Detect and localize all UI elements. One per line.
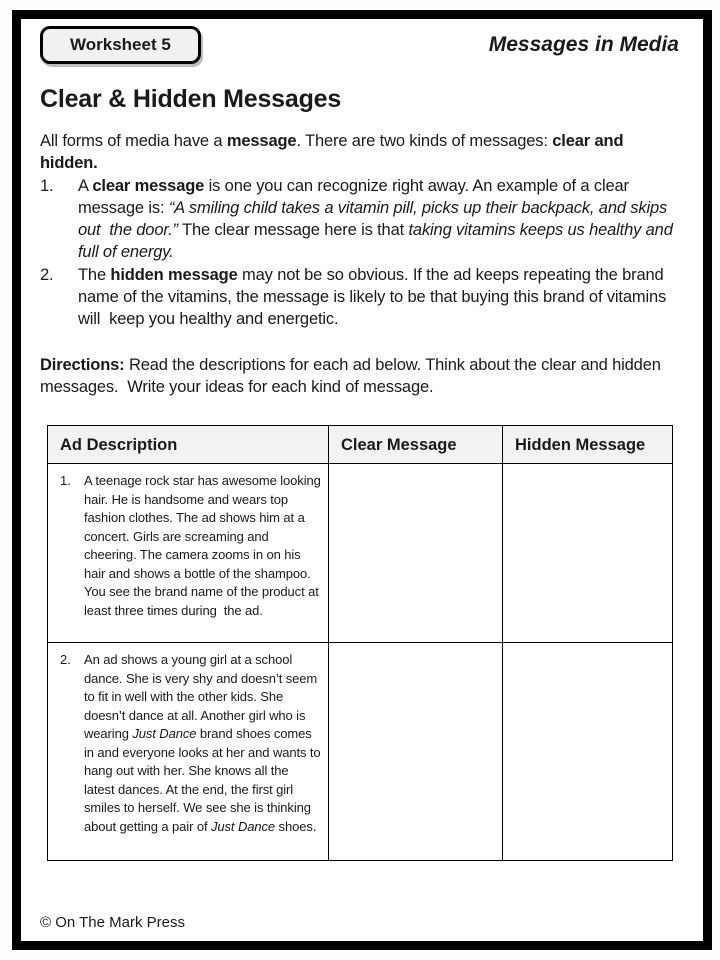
table-row — [48, 464, 673, 643]
ad-description-cell-2 — [48, 643, 329, 861]
worksheet-header — [40, 26, 681, 64]
row-number: 2. — [60, 652, 71, 668]
page-border-frame — [12, 10, 712, 950]
list-item-text: The hidden message may not be so obvious. If the ad keeps repeating the brand name of the vitamins, the message is likely to be that buying this brand of vitamins will keep you healthy and energetic. — [78, 265, 671, 329]
list-item-hidden-message — [40, 264, 681, 331]
column-header-ad-description: Ad Description — [48, 426, 329, 464]
message-types-list — [40, 175, 681, 331]
ad-description-cell-1 — [48, 464, 329, 643]
ad-description-text: An ad shows a young girl at a school dance. She is very shy and doesn’t seem to fit in well with the other kids. She doesn’t dance at all. Another girl who is wearing Just Dance brand shoes comes in and everyone looks at her and wants to hang out with her. She knows all the latest dances. At the end, the first girl smiles to herself. We see she is thinking about getting a pair of Just Dance shoes. — [84, 652, 325, 834]
column-header-clear-message: Clear Message — [329, 426, 503, 464]
row-number: 1. — [60, 473, 71, 489]
list-item-clear-message — [40, 175, 681, 264]
list-number: 1. — [40, 176, 54, 195]
worksheet-number-label: Worksheet 5 — [70, 35, 171, 54]
column-header-hidden-message: Hidden Message — [503, 426, 673, 464]
list-item-text: A clear message is one you can recognize right away. An example of a clear message is: “A smiling child takes a vitamin pill, picks up their backpack, and skips out the door.” The clear message here is that taking vitamins keeps us healthy and full of energy. — [78, 176, 678, 262]
series-title: Messages in Media — [488, 33, 679, 56]
worksheet-number-badge — [40, 26, 201, 64]
intro-paragraph: All forms of media have a message. There are two kinds of messages: clear and hidden. — [40, 132, 628, 173]
hidden-message-answer-cell-2 — [503, 643, 673, 861]
directions-paragraph: Directions: Read the descriptions for each ad below. Think about the clear and hidden messages. Write your ideas for each kind of message. — [40, 355, 666, 396]
copyright-notice: © On The Mark Press — [40, 914, 185, 931]
list-number: 2. — [40, 265, 54, 284]
clear-message-answer-cell-1 — [329, 464, 503, 643]
clear-message-answer-cell-2 — [329, 643, 503, 861]
hidden-message-answer-cell-1 — [503, 464, 673, 643]
table-header-row — [48, 426, 673, 464]
messages-table — [47, 425, 673, 861]
page-title: Clear & Hidden Messages — [40, 85, 342, 113]
table-row — [48, 643, 673, 861]
worksheet-content — [21, 19, 703, 941]
ad-description-text: A teenage rock star has awesome looking hair. He is handsome and wears top fashion clothes. The ad shows him at a concert. Girls are screaming and cheering. The camera zooms in on his hair and shows a bottle of the shampoo. You see the brand name of the product at least three times during the ad. — [84, 473, 325, 618]
